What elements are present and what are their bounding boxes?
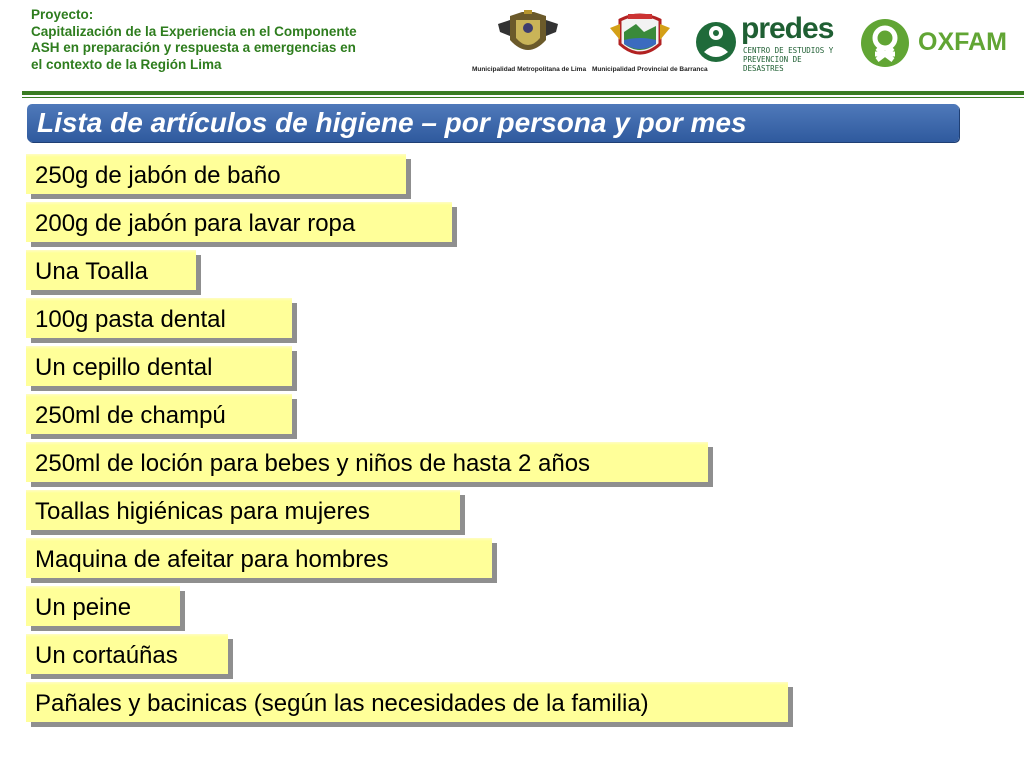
project-line: el contexto de la Región Lima (31, 56, 222, 72)
predes-name: predes (741, 12, 834, 45)
oxfam-symbol-icon (860, 18, 910, 68)
list-item: Toallas higiénicas para mujeres (26, 490, 460, 530)
list-item: Pañales y bacinicas (según las necesidades de la familia) (26, 682, 788, 722)
barranca-crest-icon (592, 10, 688, 66)
project-line: ASH en preparación y respuesta a emergencias en (31, 40, 356, 55)
list-item: 200g de jabón para lavar ropa (26, 202, 452, 242)
oxfam-name: OXFAM (918, 28, 1007, 56)
list-item: 250ml de champú (26, 394, 292, 434)
oxfam-logo (860, 18, 1007, 80)
predes-subtitle (743, 46, 845, 73)
lima-crest-icon (470, 10, 588, 66)
project-description (31, 7, 451, 73)
predes-subtitle-line: PREVENCION DE DESASTRES (743, 55, 802, 73)
list-item: Un cepillo dental (26, 346, 292, 386)
barranca-logo (592, 10, 708, 73)
list-item: 100g pasta dental (26, 298, 292, 338)
barranca-caption: Municipalidad Provincial de Barranca (592, 66, 708, 73)
project-line: Capitalización de la Experiencia en el Componente (31, 23, 357, 39)
list-item: 250g de jabón de baño (26, 154, 406, 194)
list-item: 250ml de loción para bebes y niños de hasta 2 años (26, 442, 708, 482)
header-divider (22, 91, 1024, 95)
list-item: Maquina de afeitar para hombres (26, 538, 492, 578)
logo-strip (470, 14, 1020, 76)
predes-subtitle-line: CENTRO DE ESTUDIOS Y (743, 46, 834, 55)
project-line: Proyecto: (31, 7, 94, 22)
list-item: Una Toalla (26, 250, 196, 290)
list-item: Un cortaúñas (26, 634, 228, 674)
header-divider-thin (22, 97, 1024, 98)
slide-title: Lista de artículos de higiene – por persona y por mes (27, 104, 959, 142)
predes-logo (695, 12, 845, 80)
list-item: Un peine (26, 586, 180, 626)
predes-mark-icon (695, 18, 737, 66)
lima-caption: Municipalidad Metropolitana de Lima (471, 66, 587, 73)
lima-logo (470, 10, 588, 72)
